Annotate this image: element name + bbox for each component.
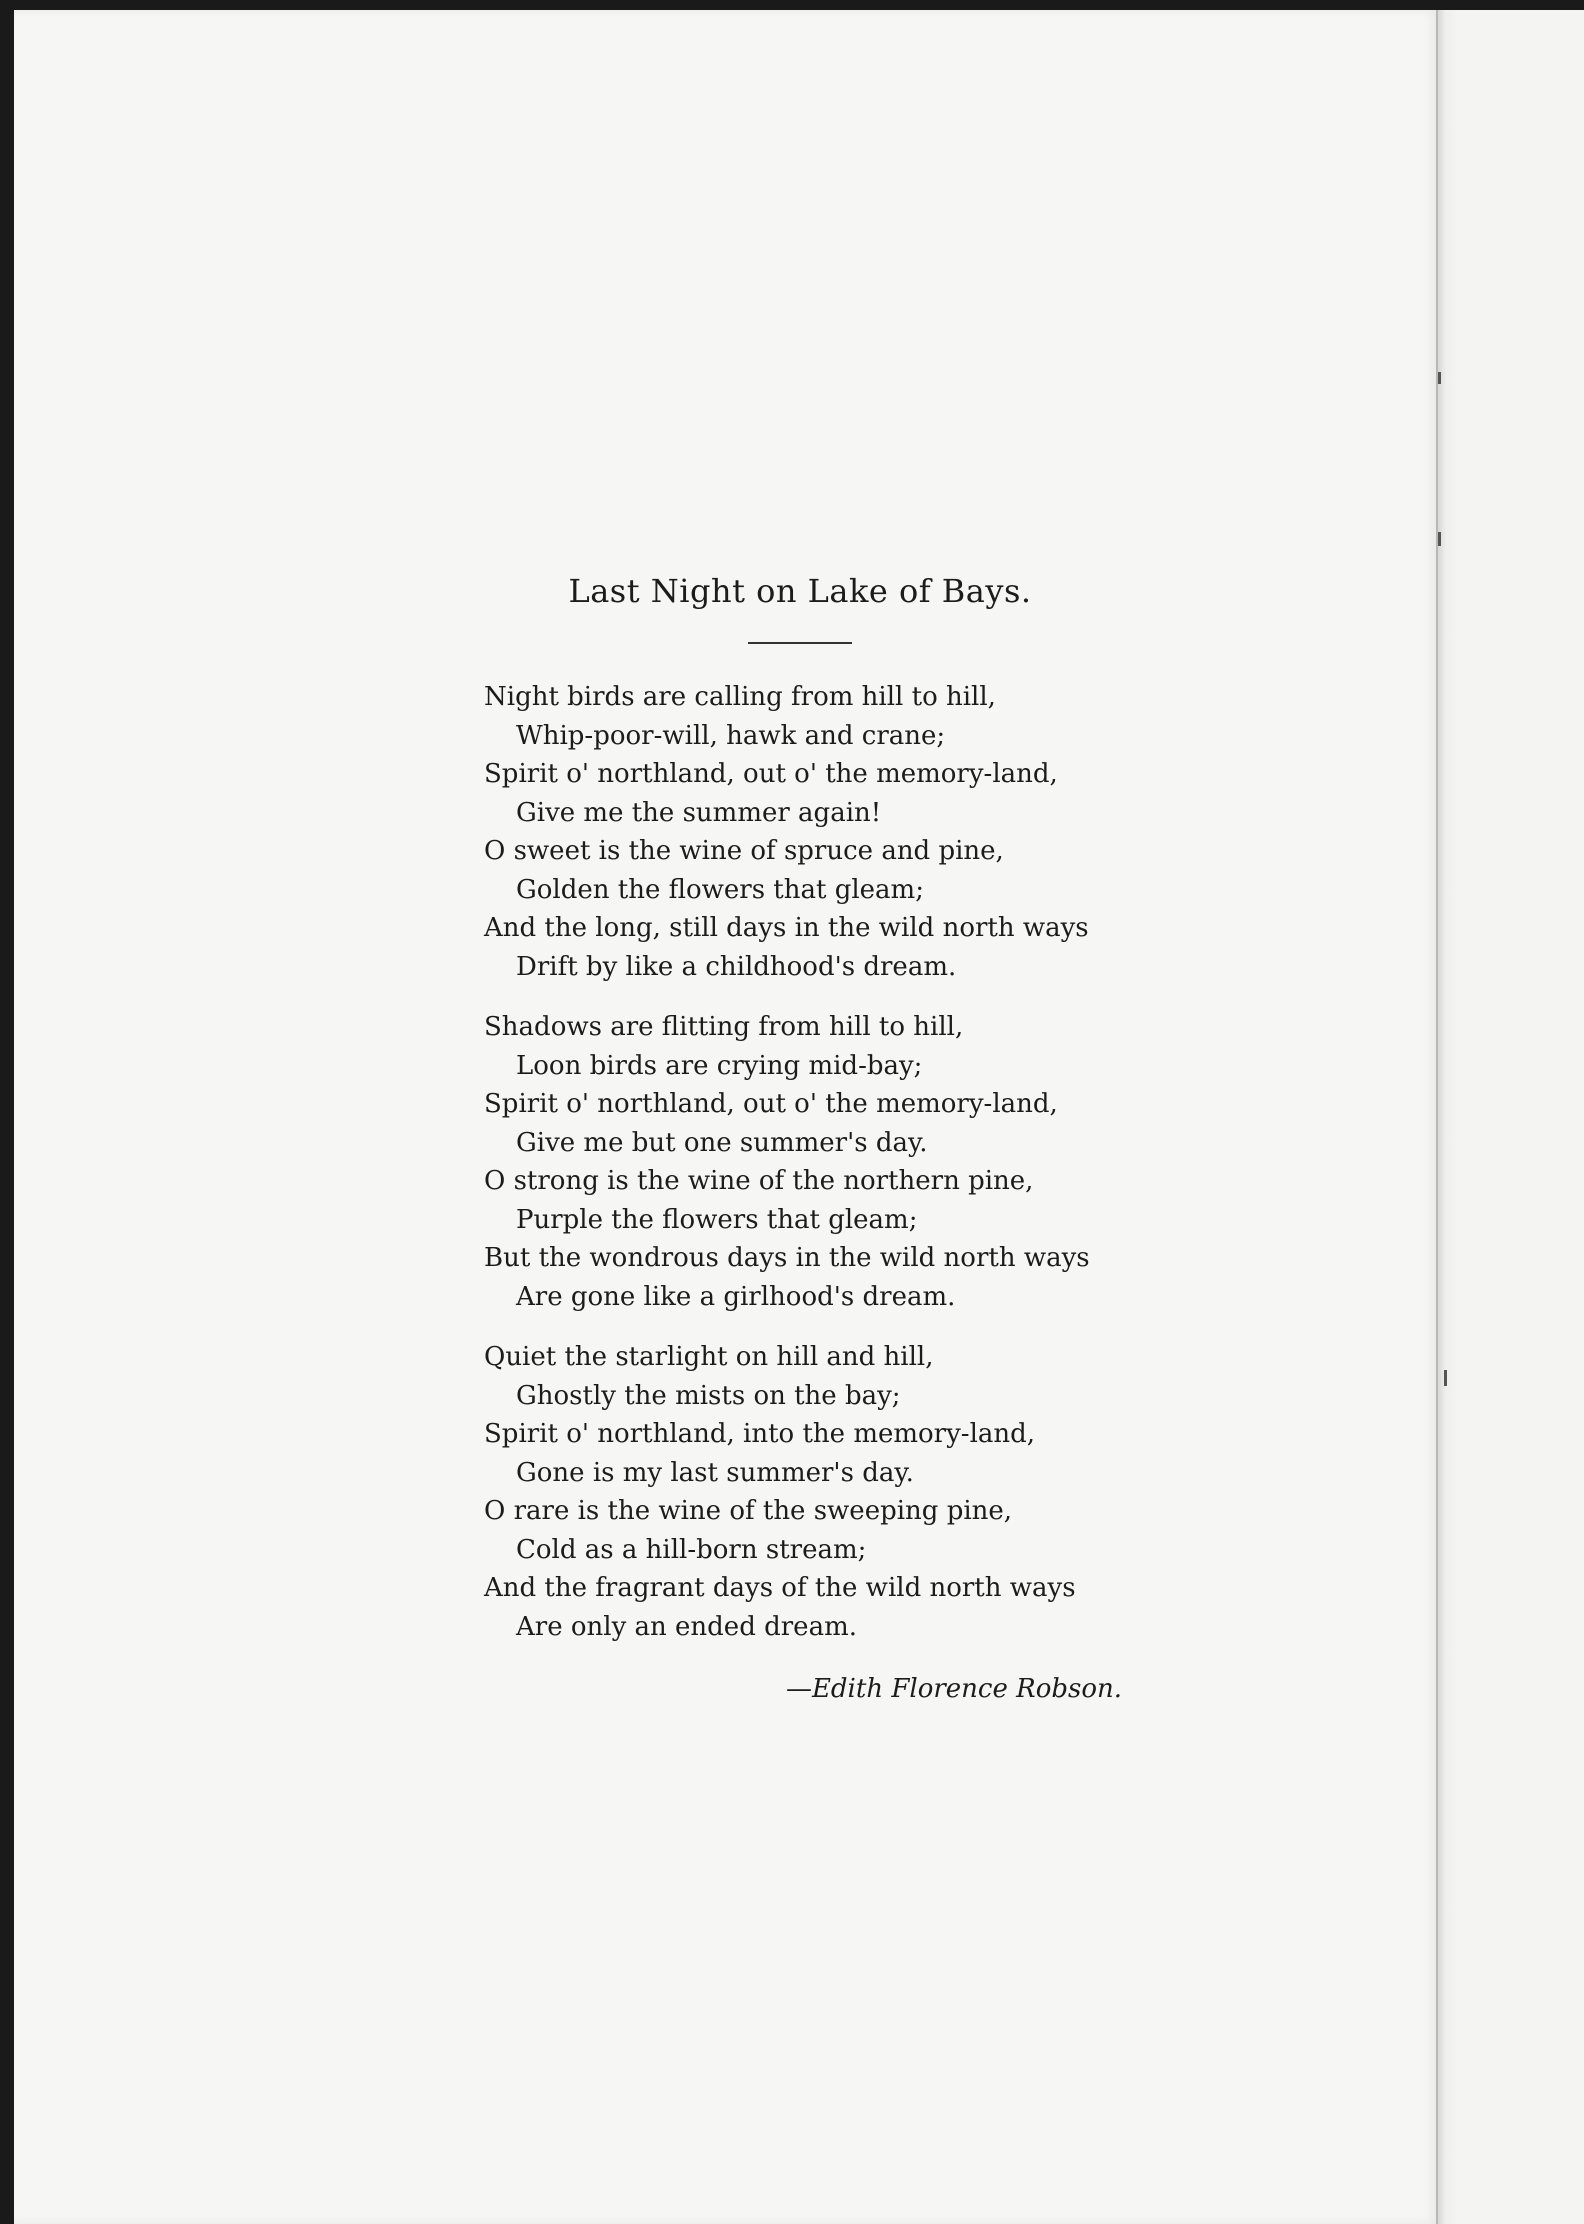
poem-line: Ghostly the mists on the bay; [516,1380,901,1411]
poem-line: Spirit o' northland, into the memory-land, [484,1419,1036,1449]
spine-mark [1438,532,1441,546]
poem-line: Give me the summer again! [516,797,882,828]
poem-line: Shadows are flitting from hill to hill, [484,1012,964,1042]
poem-line: Spirit o' northland, out o' the memory-land, [484,759,1058,789]
stanza-2 [484,1008,1204,1316]
poem-line: Golden the flowers that gleam; [516,874,924,905]
poem-line: Quiet the starlight on hill and hill, [484,1342,934,1372]
poem-body [484,678,1204,1668]
poem-line: Are gone like a girlhood's dream. [516,1281,956,1312]
poem-line: Cold as a hill-born stream; [516,1534,867,1565]
title-divider [748,642,852,644]
poem-line: Spirit o' northland, out o' the memory-land, [484,1089,1058,1119]
poem-line: And the fragrant days of the wild north ways [484,1573,1076,1603]
poem-line: O sweet is the wine of spruce and pine, [484,836,1004,866]
poem-line: Give me but one summer's day. [516,1127,928,1158]
poem-title: Last Night on Lake of Bays. [568,572,1032,610]
spine-mark [1438,372,1441,384]
poem-line: Purple the flowers that gleam; [516,1204,918,1235]
spine-mark [1444,1370,1447,1386]
poem-line: Whip-poor-will, hawk and crane; [516,720,946,751]
poem-line: Night birds are calling from hill to hill, [484,682,996,712]
stanza-3 [484,1338,1204,1646]
poem-line: But the wondrous days in the wild north ways [484,1243,1090,1273]
stanza-1 [484,678,1204,986]
poem-line: Loon birds are crying mid-bay; [516,1050,923,1081]
poem-line: O strong is the wine of the northern pine, [484,1166,1034,1196]
poem-line: And the long, still days in the wild north ways [484,913,1089,943]
poem-line: O rare is the wine of the sweeping pine, [484,1496,1013,1526]
facing-page-edge [1438,10,1584,2224]
poem-line: Are only an ended dream. [516,1611,857,1642]
poem-line: Gone is my last summer's day. [516,1457,914,1488]
poem-line: Drift by like a childhood's dream. [516,951,957,982]
poem-attribution: —Edith Florence Robson. [785,1674,1122,1704]
